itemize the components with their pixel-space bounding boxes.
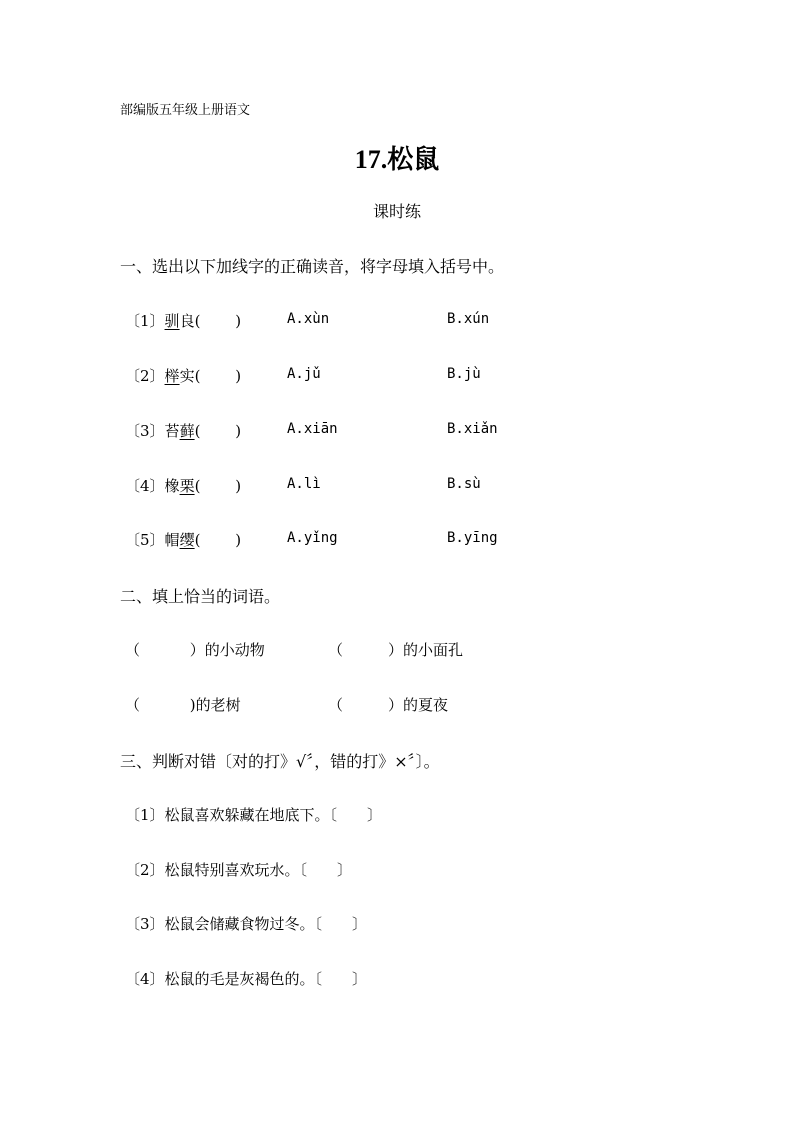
- question-3-option-a: A.xiān: [287, 421, 338, 437]
- fill-blank-2: （ ）的小面孔: [328, 641, 464, 659]
- fill-blank-1: （ ）的小动物: [125, 641, 265, 659]
- question-1-option-a: A.xùn: [287, 311, 330, 327]
- judge-item-3: 〔3〕松鼠会储藏食物过冬。〔 〕: [125, 915, 368, 933]
- question-3-option-b: B.xiǎn: [447, 421, 498, 437]
- question-2-option-a: A.jǔ: [287, 366, 321, 382]
- question-4-option-a: A.lì: [287, 476, 321, 492]
- judge-item-4: 〔4〕松鼠的毛是灰褐色的。〔 〕: [125, 970, 368, 988]
- question-3-word: 〔3〕苔藓( ): [125, 422, 242, 440]
- question-1-option-b: B.xún: [447, 311, 490, 327]
- fill-blank-3: （ )的老树: [125, 696, 241, 714]
- question-2-option-b: B.jù: [447, 366, 481, 382]
- question-1-word: 〔1〕驯良( ): [125, 312, 242, 330]
- question-4-word: 〔4〕橡栗( ): [125, 477, 242, 495]
- section-2-heading: 二、填上恰当的词语。: [120, 587, 281, 606]
- page-subtitle: 课时练: [372, 202, 421, 221]
- question-5-word: 〔5〕帽缨( ): [125, 531, 242, 549]
- question-2-word: 〔2〕榉实( ): [125, 367, 242, 385]
- question-5-option-b: B.yīng: [447, 530, 498, 546]
- judge-item-2: 〔2〕松鼠特别喜欢玩水。〔 〕: [125, 861, 353, 879]
- section-1-heading: 一、选出以下加线字的正确读音，将字母填入括号中。: [120, 257, 505, 276]
- section-3-heading: 三、判断对错〔对的打》√〞，错的打》×〞〕。: [120, 752, 440, 771]
- page-title: 17.松鼠: [354, 145, 440, 174]
- judge-item-1: 〔1〕松鼠喜欢躲藏在地底下。〔 〕: [125, 806, 383, 824]
- question-4-option-b: B.sù: [447, 476, 481, 492]
- document-header: 部编版五年级上册语文: [120, 103, 251, 118]
- fill-blank-4: （ ）的夏夜: [328, 696, 449, 714]
- question-5-option-a: A.yǐng: [287, 530, 338, 546]
